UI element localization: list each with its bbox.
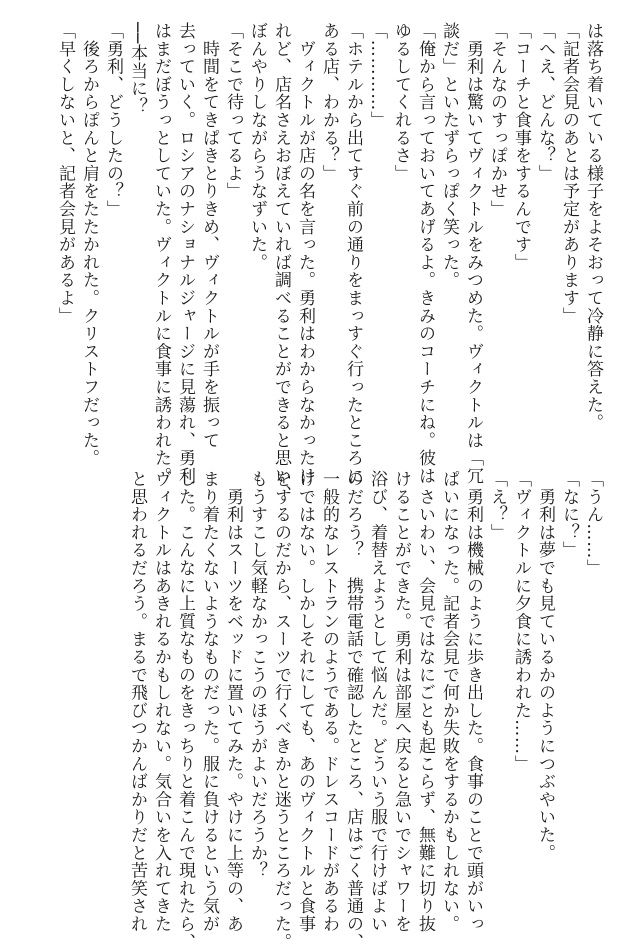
upper-text-block [51, 22, 603, 503]
text-line: ヴィクトルはあきれるかもしれない。気合いを入れてきた [151, 470, 171, 933]
text-line: 「ホテルから出てすぐ前の通りをまっすぐ行ったところに [343, 22, 363, 485]
text-line: 「早くしないと、記者会見があるよ」 [55, 22, 75, 325]
text-line: 勇利は機械のように歩き出した。食事のことで頭がいっ [463, 470, 483, 933]
text-line: 「ヴィクトルに夕食に誘われた……」 [511, 470, 531, 773]
text-line: をするのだから、スーツで行くべきかと迷うところだった。 [271, 470, 291, 951]
text-line: 「へえ、どんな？」 [535, 22, 555, 183]
text-line: けではない。しかしそれにしても、あのヴィクトルと食事 [295, 470, 315, 933]
text-line: した。こんなに上質なものをきっちりと着こんで現れたら、 [175, 470, 195, 951]
text-line: 一般的なレストランのようである。ドレスコードがあるわ [319, 470, 339, 933]
text-line: のだろう？ 携帯電話で確認したところ、店はごく普通の、 [343, 470, 363, 951]
text-line: 「うん……」 [583, 470, 603, 577]
text-line: 後ろからぽんと肩をたたかれた。クリストフだった。 [79, 22, 99, 467]
text-line: 「勇利、どうしたの？」 [103, 22, 123, 218]
text-line: ぱいになった。記者会見で何か失敗をするかもしれない。 [439, 470, 459, 933]
text-line: ──本当に？ [127, 22, 147, 116]
text-line: 浴び、着替えようとして悩んだ。どういう服で行けばよい [367, 470, 387, 933]
text-line: 「え？」 [487, 470, 507, 542]
text-line: まり着たくないようなものだった。服に負けるという気が [199, 470, 219, 933]
text-line: と思われるだろう。まるで飛びつかんばかりだと苦笑され [127, 470, 147, 933]
text-line: もうすこし気軽なかっこうのほうがよいだろうか？ [247, 470, 267, 880]
text-line: 去っていく。ロシアのナショナルジャージに見蕩れ、勇利 [175, 22, 195, 485]
text-line: 「なに？」 [559, 470, 579, 559]
text-line: 「…………」 [367, 22, 387, 129]
text-line: 勇利はスーツをベッドに置いてみた。やけに上等の、あ [223, 470, 243, 933]
text-line: さいわい、会見ではなにごとも起こらず、無難に切り抜 [415, 470, 435, 933]
text-line: 「俺から言っておいてあげるよ。きみのコーチにね。彼は [415, 22, 435, 485]
text-line: 談だ」といたずらっぽく笑った。 [439, 22, 459, 289]
text-line: 「そんなのすっぽかせ」 [487, 22, 507, 218]
text-line: ぼんやりしながらうなずいた。 [247, 22, 267, 272]
text-line: ヴィクトルが店の名を言った。勇利はわからなかったけ [295, 22, 315, 485]
text-line: 時間をてきぱきとりきめ、ヴィクトルが手を振って [199, 22, 219, 450]
lower-text-block [123, 470, 603, 951]
text-line: ゆるしてくれるさ」 [391, 22, 411, 183]
text-line: はまだぼうっとしていた。ヴィクトルに食事に誘われた。 [151, 22, 171, 485]
text-line: 「コーチと食事をするんです」 [511, 22, 531, 272]
text-line: 「記者会見のあとは予定があります」 [559, 22, 579, 325]
text-line: けることができた。勇利は部屋へ戻ると急いでシャワーを [391, 470, 411, 933]
text-line: 勇利は驚いてヴィクトルをみつめた。ヴィクトルは「冗 [463, 22, 483, 485]
text-line: ある店、わかる？」 [319, 22, 339, 183]
text-line: れど、店名さえおぼえていれば調べることができると思い、 [271, 22, 291, 503]
text-line: 勇利は夢でも見ているかのようにつぶやいた。 [535, 470, 555, 862]
text-line: 「そこで待ってるよ」 [223, 22, 243, 200]
text-line: は落ち着いている様子をよそおって冷静に答えた。 [583, 22, 603, 432]
